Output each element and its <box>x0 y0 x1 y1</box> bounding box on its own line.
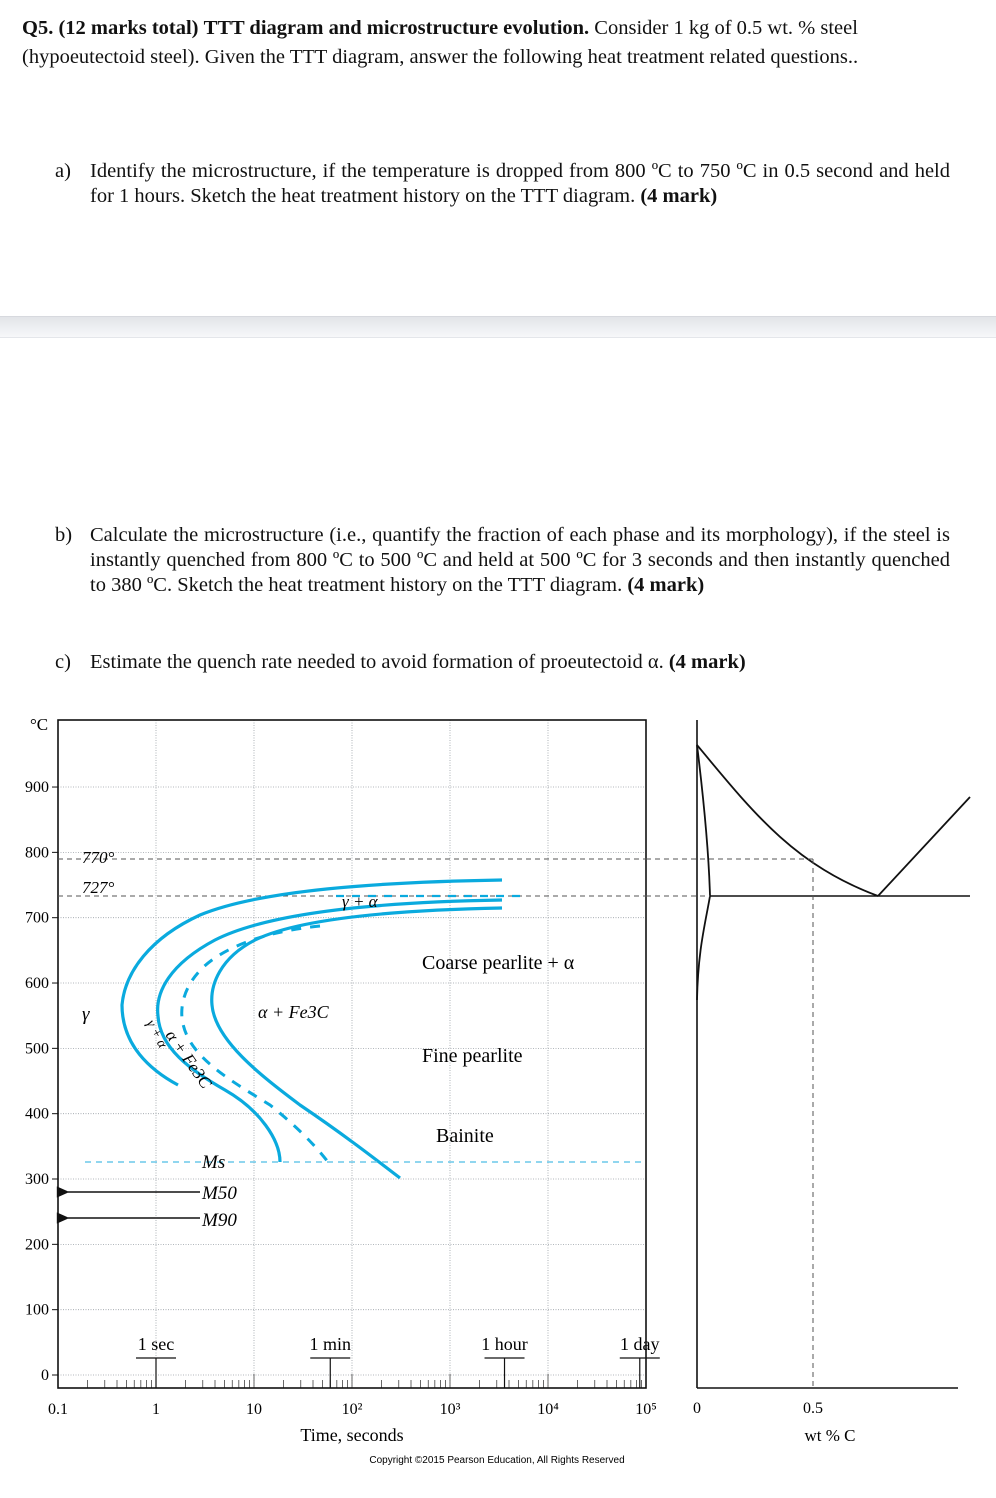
part-b <box>55 523 950 598</box>
answer-divider <box>0 316 996 338</box>
copyright-text: Copyright ©2015 Pearson Education, All Rights Reserved <box>369 1455 625 1466</box>
time-markers <box>136 1334 660 1388</box>
question-intro-2: (hypoeutectoid steel). Given the TTT diagram, answer the following heat treatment related questions.. <box>22 46 859 68</box>
part-b-text: Calculate the microstructure (i.e., quantify the fraction of each phase and its morphology), if the steel is instantly quenched from 800 ºC to 500 ºC and held at 500 ºC for 3 seconds and then instantly quenched to 380 ºC. Sketch the heat treatment history on the TTT diagram. <box>90 524 950 596</box>
y-tick-label: 800 <box>25 844 49 862</box>
gamma-alpha-top-label: γ + α <box>342 892 378 911</box>
ttt-figure <box>0 700 996 1490</box>
x-tick-label: 10⁵ <box>635 1401 657 1418</box>
chart-grid <box>58 720 646 1388</box>
y-tick-label: 300 <box>25 1171 49 1189</box>
time-marker-label: 1 min <box>309 1334 352 1354</box>
part-c-marks: (4 mark) <box>668 651 746 673</box>
x-tick-label: 1 <box>152 1401 160 1418</box>
a3-line <box>697 745 878 896</box>
phase-tick-0-5: 0.5 <box>803 1400 823 1417</box>
phase-x-label: wt % C <box>804 1426 856 1445</box>
fine-pearlite-label: Fine pearlite <box>422 1045 523 1067</box>
part-c-text: Estimate the quench rate needed to avoid formation of proeutectoid α. <box>90 651 664 673</box>
eutectoid-label: 727° <box>82 878 115 897</box>
fifty-percent-curve <box>182 926 328 1162</box>
question-intro: Consider 1 kg of 0.5 wt. % steel <box>594 17 858 39</box>
phase-diagram <box>646 720 970 1445</box>
austenite-label: γ <box>82 1004 90 1025</box>
y-tick-label: 600 <box>25 975 49 993</box>
y-tick-label: 500 <box>25 1040 49 1058</box>
bainite-label: Bainite <box>436 1125 494 1147</box>
x-axis <box>48 1401 657 1418</box>
acm-line <box>878 797 970 896</box>
y-tick-label: 400 <box>25 1105 49 1123</box>
alpha-fe3c-label: α + Fe3C <box>258 1002 329 1022</box>
part-a-label: a) <box>55 160 71 182</box>
time-marker-label: 1 day <box>620 1334 660 1354</box>
x-tick-label: 10³ <box>439 1401 461 1418</box>
alpha-fe3c-diagonal-label: α + Fe3C <box>161 1026 216 1092</box>
x-tick-label: 10⁴ <box>537 1401 559 1418</box>
y-axis <box>25 715 58 1384</box>
phase-tick-0: 0 <box>693 1400 701 1417</box>
time-marker-label: 1 hour <box>481 1334 528 1354</box>
x-tick-label: 10 <box>246 1401 262 1418</box>
y-axis-unit-label: °C <box>30 715 49 734</box>
question-header <box>22 14 972 72</box>
part-c-label: c) <box>55 651 71 673</box>
part-a <box>55 159 950 209</box>
part-a-text: Identify the microstructure, if the temperature is dropped from 800 ºC to 750 ºC in 0.5 second and held for 1 hours. Sketch the heat treatment history on the TTT diagram. <box>90 160 950 207</box>
upper-critical-label: 770° <box>82 848 115 867</box>
question-number: Q5. <box>22 17 54 39</box>
coarse-pearlite-label: Coarse pearlite + α <box>422 952 575 974</box>
y-tick-label: 0 <box>41 1367 49 1384</box>
part-a-marks: (4 mark) <box>640 185 718 207</box>
x-tick-label: 0.1 <box>48 1401 68 1418</box>
x-tick-label: 10² <box>341 1401 363 1418</box>
part-b-marks: (4 mark) <box>627 574 705 596</box>
y-tick-label: 100 <box>25 1301 49 1319</box>
time-marker-label: 1 sec <box>137 1334 175 1354</box>
part-b-label: b) <box>55 524 73 546</box>
question-marks: (12 marks total) <box>58 17 199 39</box>
alpha-boundary <box>697 745 710 1000</box>
y-tick-label: 200 <box>25 1236 49 1254</box>
y-tick-label: 700 <box>25 909 49 927</box>
m90-label: M90 <box>202 1210 237 1231</box>
question-title: TTT diagram and microstructure evolution. <box>203 17 590 39</box>
y-tick-label: 900 <box>25 779 49 797</box>
ms-label: Ms <box>202 1152 226 1173</box>
gamma-alpha-nose-label: γ + α <box>142 1017 170 1051</box>
m50-label: M50 <box>202 1183 237 1204</box>
part-c <box>55 650 950 675</box>
x-axis-label: Time, seconds <box>300 1425 404 1445</box>
